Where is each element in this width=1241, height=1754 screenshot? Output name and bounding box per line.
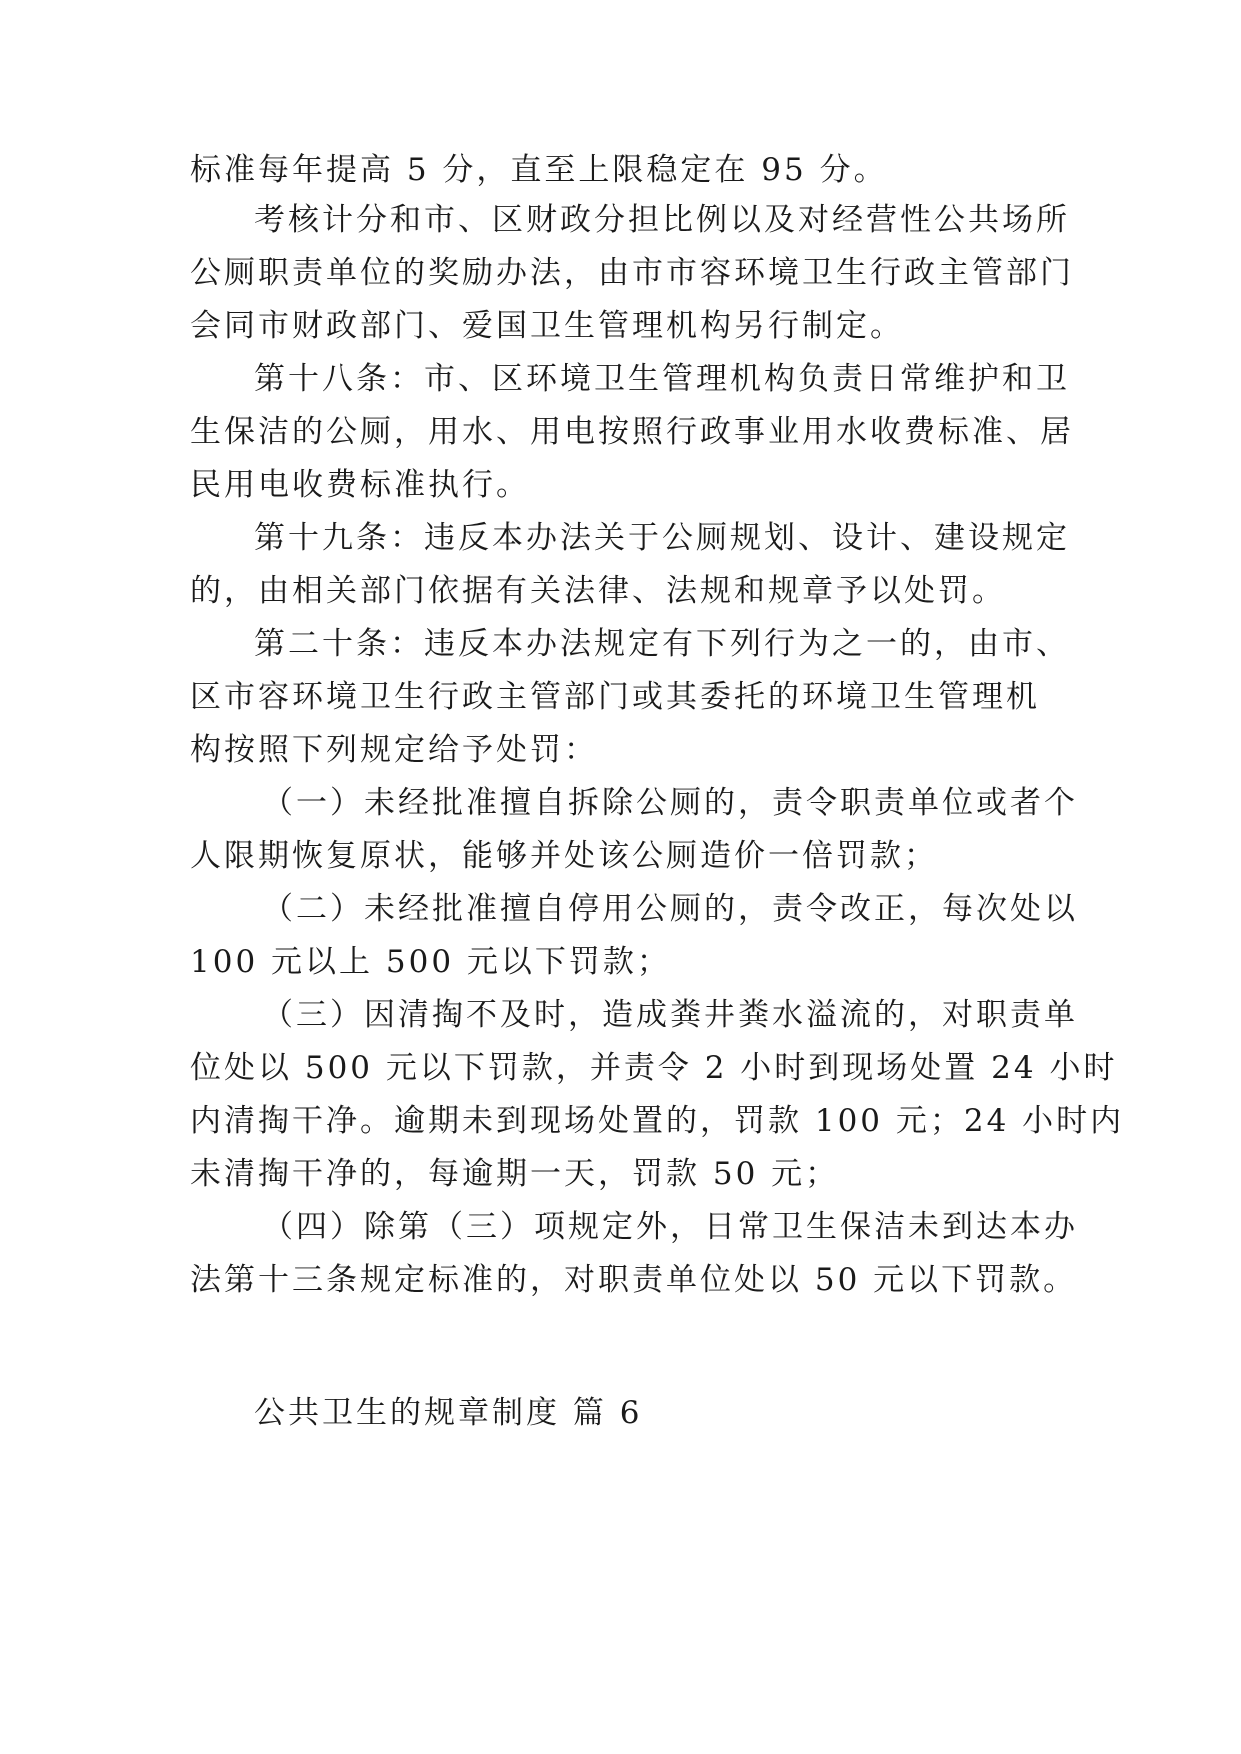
text-line: 生保洁的公厕，用水、用电按照行政事业用水收费标准、居 xyxy=(190,414,1074,450)
text-line: （二）未经批准擅自停用公厕的，责令改正，每次处以 xyxy=(262,891,1078,927)
text-line: 构按照下列规定给予处罚： xyxy=(190,732,598,768)
text-line: 区市容环境卫生行政主管部门或其委托的环境卫生管理机 xyxy=(190,679,1040,715)
text-line: 第十八条：市、区环境卫生管理机构负责日常维护和卫 xyxy=(254,361,1070,397)
text-line: 的，由相关部门依据有关法律、法规和规章予以处罚。 xyxy=(190,573,1006,609)
text-line: 100 元以上 500 元以下罚款； xyxy=(190,944,671,980)
section-heading: 公共卫生的规章制度 篇 6 xyxy=(254,1395,643,1431)
text-line: 位处以 500 元以下罚款，并责令 2 小时到现场处置 24 小时 xyxy=(190,1050,1118,1086)
text-line: 标准每年提高 5 分，直至上限稳定在 95 分。 xyxy=(190,152,888,188)
text-line: （一）未经批准擅自拆除公厕的，责令职责单位或者个 xyxy=(262,785,1078,821)
text-line: 考核计分和市、区财政分担比例以及对经营性公共场所 xyxy=(254,202,1070,238)
text-line: 民用电收费标准执行。 xyxy=(190,467,530,503)
text-line: 第十九条：违反本办法关于公厕规划、设计、建设规定 xyxy=(254,520,1070,556)
text-line: 人限期恢复原状，能够并处该公厕造价一倍罚款； xyxy=(190,838,938,874)
text-line: 公厕职责单位的奖励办法，由市市容环境卫生行政主管部门 xyxy=(190,255,1074,291)
text-line: （四）除第（三）项规定外，日常卫生保洁未到达本办 xyxy=(262,1209,1078,1245)
text-line: 未清掏干净的，每逾期一天，罚款 50 元； xyxy=(190,1156,840,1192)
text-line: 会同市财政部门、爱国卫生管理机构另行制定。 xyxy=(190,308,904,344)
text-line: 内清掏干净。逾期未到现场处置的，罚款 100 元；24 小时内 xyxy=(190,1103,1125,1139)
text-line: （三）因清掏不及时，造成粪井粪水溢流的，对职责单 xyxy=(262,997,1078,1033)
text-line: 法第十三条规定标准的，对职责单位处以 50 元以下罚款。 xyxy=(190,1262,1078,1298)
text-line: 第二十条：违反本办法规定有下列行为之一的，由市、 xyxy=(254,626,1070,662)
